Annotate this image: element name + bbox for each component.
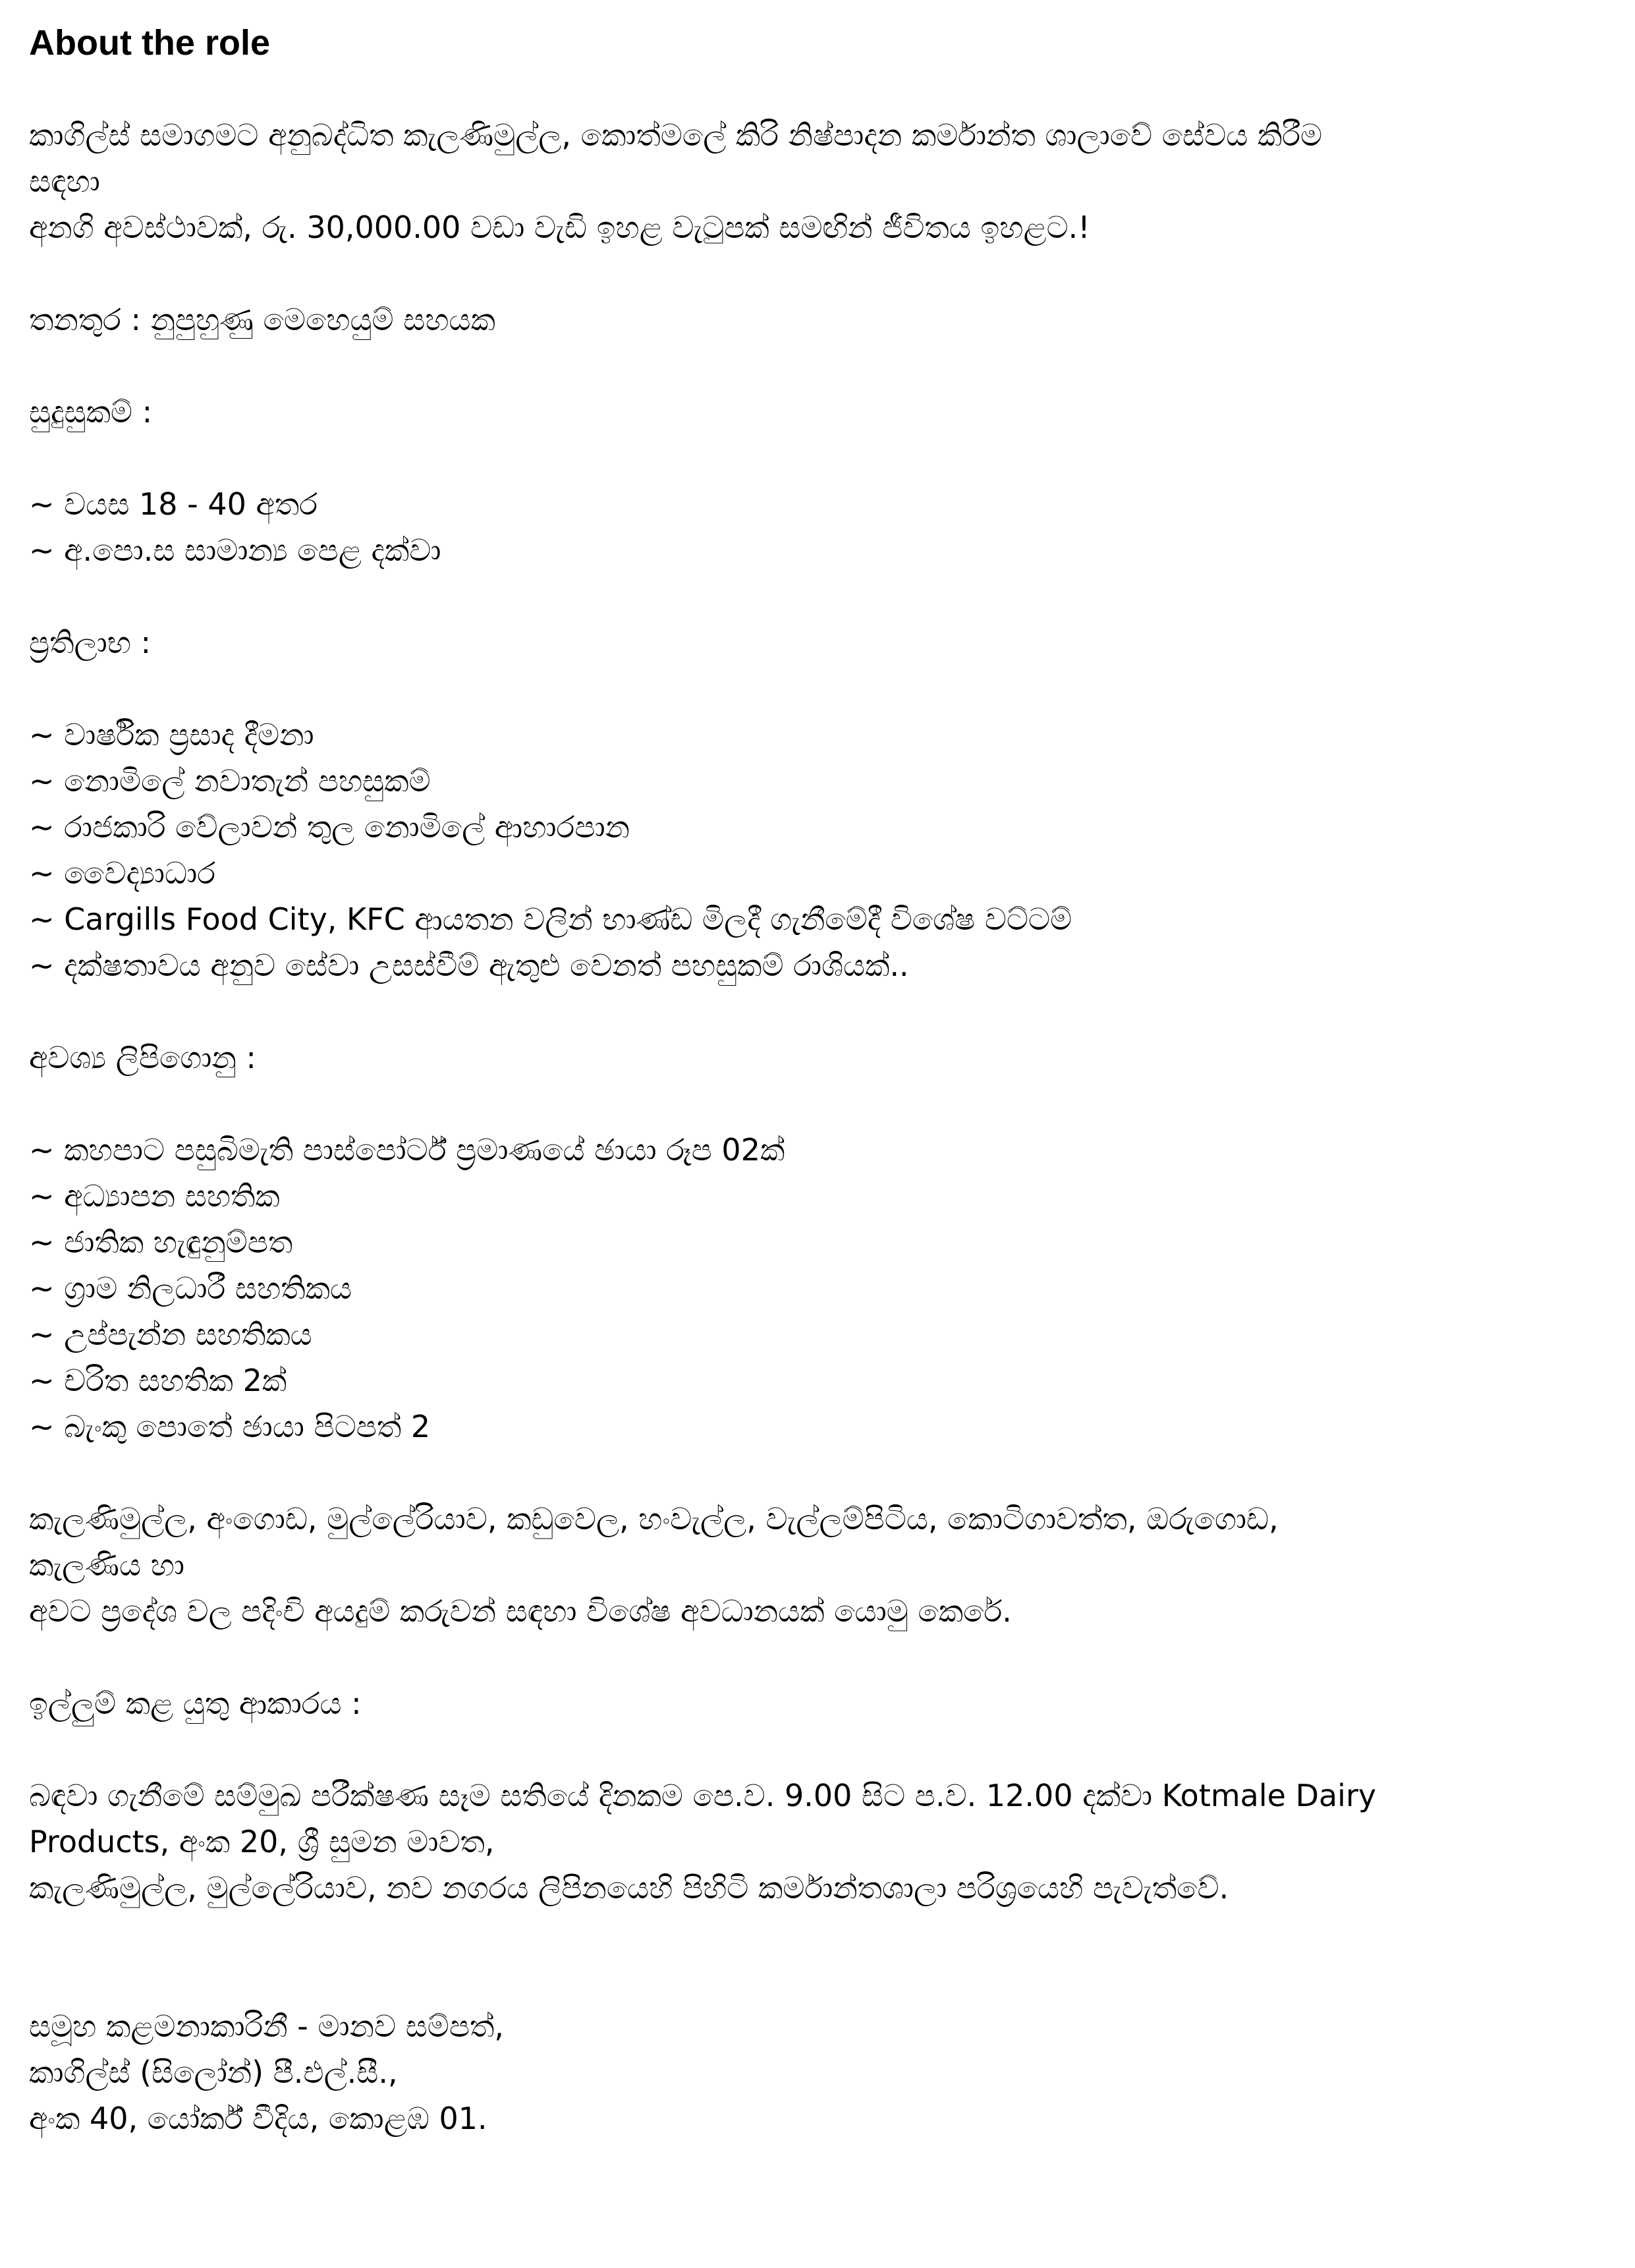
list-item: ~ වෛද්‍යාධාර xyxy=(29,855,215,891)
job-description-document xyxy=(29,20,1606,2141)
apply-line: කැලණිමුල්ල, මුල්ලේරියාව, නව නගරය ලිපිනයෙහි පිහිටි කර්මාන්තශාලා පරිශ්‍රයෙහි පැවැත්වේ. xyxy=(29,1870,1229,1906)
documents-title: අවශ්‍ය ලිපිගොනු : xyxy=(29,1040,256,1075)
list-item: ~ අධ්‍යාපන සහතික xyxy=(29,1178,280,1214)
benefits-title: ප්‍රතිලාභ : xyxy=(29,625,152,660)
list-item: ~ Cargills Food City, KFC ආයතන වලින් භාණ්ඩ මිලදී ගැනීමේදී විශේෂ වට්ටම් xyxy=(29,901,1072,937)
list-item: ~ චරිත සහතික 2ක් xyxy=(29,1363,287,1398)
apply-line: Products, අංක 20, ශ්‍රී සුමන මාවත, xyxy=(29,1824,495,1859)
list-item: ~ වයස 18 - 40 අතර xyxy=(29,486,318,522)
intro-line: කාගිල්ස් සමාගමට අනුබද්ධිත කැලණිමුල්ල, කොත්මලේ කිරි නිෂ්පාදන කර්මාන්ත ශාලාවේ සේවය කිරීම xyxy=(29,117,1323,153)
list-item: ~ දක්ෂතාවය අනුව සේවා උසස්වීම් ඇතුළු වෙනත් පහසුකම් රාශියක්.. xyxy=(29,948,909,983)
section-heading: About the role xyxy=(29,23,270,63)
areas-line: අවට ප්‍රදේශ වල පදිංචි අයදුම් කරුවන් සඳහා විශේෂ අවධානයක් යොමු කෙරේ. xyxy=(29,1593,1012,1629)
list-item: ~ ජාතික හැඳුනුම්පත xyxy=(29,1224,293,1260)
list-item: ~ ග්‍රාම නිලධාරී සහතිකය xyxy=(29,1270,352,1306)
list-item: ~ කහපාට පසුබිමැති පාස්පෝර්ට් ප්‍රමාණයේ ඡායා රූප 02ක් xyxy=(29,1132,785,1168)
documents-section xyxy=(29,1035,1606,1450)
signature-line: සමූහ කළමනාකාරිනී - මානව සම්පත්, xyxy=(29,2008,504,2044)
qualifications-title: සුදුසුකම් : xyxy=(29,394,153,430)
list-item: ~ අ.පො.ස සාමාන්‍ය පෙළ දක්වා xyxy=(29,532,441,568)
areas-paragraph xyxy=(29,1496,1606,1634)
intro-line: සඳහා xyxy=(29,163,100,199)
apply-section xyxy=(29,1680,1606,1911)
list-item: ~ වාර්ෂික ප්‍රසාද දීමනා xyxy=(29,717,314,752)
intro-line: අනගි අවස්ථාවක්, රු. 30,000.00 වඩා වැඩි ඉහළ වැටුපක් සමඟින් ජීවිතය ඉහළට.! xyxy=(29,210,1090,245)
list-item: ~ නොමිලේ නවාතැන් පහසුකම් xyxy=(29,763,431,799)
apply-line: බඳවා ගැනීමේ සම්මුඛ පරීක්ෂණ සෑම සතියේ දිනකම පෙ.ව. 9.00 සිට ප.ව. 12.00 දක්වා Kotmale Dairy xyxy=(29,1778,1377,1813)
intro-paragraph xyxy=(29,112,1606,250)
list-item: ~ රාජකාරි වේලාවන් තුල නොමිලේ ආහාරපාන xyxy=(29,809,630,845)
benefits-section xyxy=(29,619,1606,988)
list-item: ~ උප්පැන්න සහතිකය xyxy=(29,1317,312,1352)
position-title: තනතුර : නුපුහුණු මෙහෙයුම් සහයක xyxy=(29,302,495,337)
areas-line: කැලණිය හා xyxy=(29,1547,184,1583)
signature-block xyxy=(29,2003,1606,2141)
apply-title: ඉල්ලුම් කළ යුතු ආකාරය : xyxy=(29,1686,362,1721)
list-item: ~ බැංකු පොතේ ඡායා පිටපත් 2 xyxy=(29,1409,431,1444)
qualifications-section xyxy=(29,389,1606,573)
signature-line: කාගිල්ස් (සිලෝන්) පී.එල්.සී., xyxy=(29,2055,398,2090)
signature-line: අංක 40, යෝර්ක් වීදිය, කොළඹ 01. xyxy=(29,2101,487,2136)
areas-line: කැලණිමුල්ල, අංගොඩ, මුල්ලේරියාව, කඩුවෙල, හංවැල්ල, වැල්ලම්පිටිය, කොටිගාවත්ත, ඔරුගොඩ, xyxy=(29,1501,1279,1537)
